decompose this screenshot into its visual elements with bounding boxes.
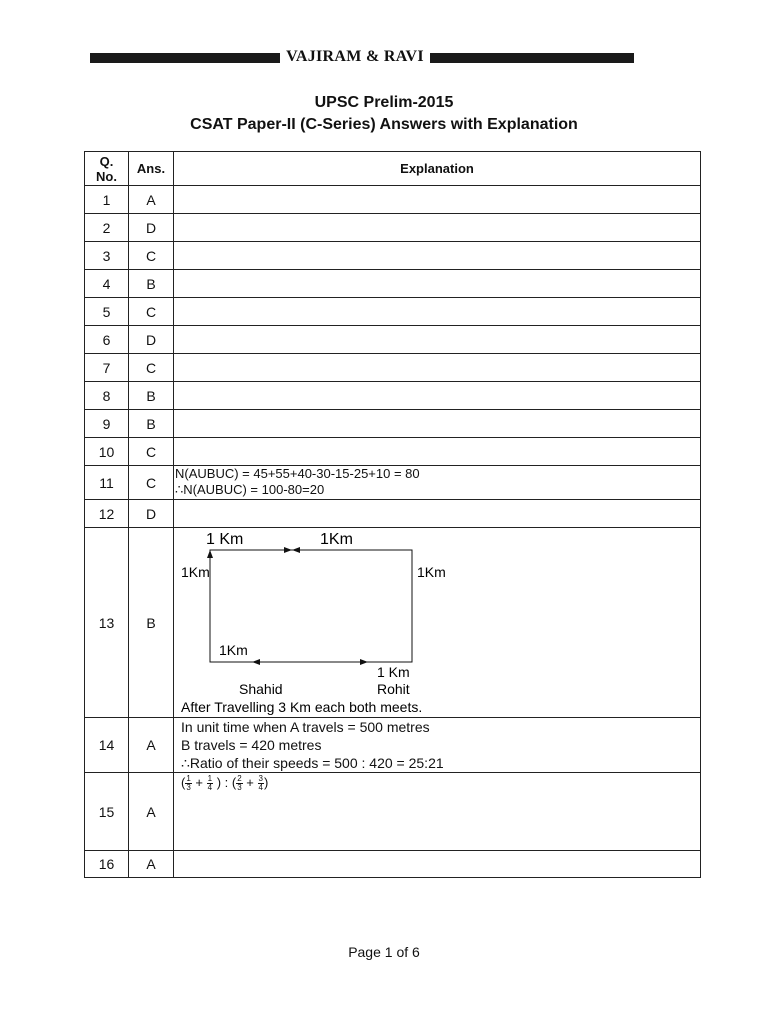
label-right: 1Km	[417, 564, 446, 580]
denominator: 3	[237, 783, 242, 793]
table-row	[85, 354, 701, 382]
page-subtitle: CSAT Paper-II (C-Series) Answers with Explanation	[190, 116, 578, 133]
denominator: 3	[186, 783, 191, 793]
numerator: 3	[258, 774, 263, 784]
explanation-cell	[174, 718, 701, 773]
answer: B	[129, 410, 174, 438]
denominator: 4	[207, 783, 213, 793]
table-row	[85, 270, 701, 298]
table-row	[85, 186, 701, 214]
header-qno	[85, 152, 129, 186]
table-row	[85, 851, 701, 878]
explanation-cell	[174, 214, 701, 242]
table-row	[85, 718, 701, 773]
answer: A	[129, 718, 174, 773]
answer: B	[129, 382, 174, 410]
paren: )	[263, 775, 269, 790]
fraction-expression	[174, 773, 700, 792]
explanation-cell	[174, 242, 701, 270]
arrow-right-icon	[360, 659, 368, 665]
explanation-cell	[174, 851, 701, 878]
q-number: 15	[85, 773, 129, 851]
header-qno-line2: No.	[96, 168, 117, 184]
table-row	[85, 500, 701, 528]
q-number: 6	[85, 326, 129, 354]
label-bottom-inside: 1Km	[219, 642, 248, 658]
q-number: 10	[85, 438, 129, 466]
explanation-line: N(AUBUC) = 45+55+40-30-15-25+10 = 80	[175, 466, 420, 481]
explanation-cell	[174, 354, 701, 382]
answer: A	[129, 851, 174, 878]
q-number: 11	[85, 466, 129, 500]
fraction	[207, 775, 213, 792]
header-qno-line1: Q.	[99, 153, 114, 169]
brand-header	[90, 49, 634, 65]
q-number: 14	[85, 718, 129, 773]
q-number: 7	[85, 354, 129, 382]
explanation-cell	[174, 382, 701, 410]
answer: B	[129, 270, 174, 298]
page-title: UPSC Prelim-2015	[314, 94, 454, 111]
explanation-cell	[174, 186, 701, 214]
q-number: 9	[85, 410, 129, 438]
q-number: 1	[85, 186, 129, 214]
explanation-cell	[174, 528, 701, 718]
ratio-separator: ) : (	[216, 775, 237, 790]
header-explanation: Explanation	[174, 152, 701, 186]
answer: A	[129, 773, 174, 851]
brand-bar-right	[430, 53, 634, 63]
track-diagram	[174, 528, 700, 716]
numerator: 2	[237, 774, 242, 784]
answer: D	[129, 500, 174, 528]
explanation-line: B travels = 420 metres	[181, 737, 322, 753]
plus-sign: +	[246, 775, 254, 790]
q-number: 12	[85, 500, 129, 528]
explanation-line: ∴Ratio of their speeds = 500 : 420 = 25:21	[181, 755, 444, 771]
table-row	[85, 466, 701, 500]
answer: A	[129, 186, 174, 214]
q-number: 3	[85, 242, 129, 270]
arrow-right-icon	[284, 547, 292, 553]
label-top-left: 1 Km	[206, 531, 244, 548]
table-row	[85, 438, 701, 466]
plus-sign: +	[195, 775, 204, 790]
header-ans: Ans.	[129, 152, 174, 186]
table-row	[85, 326, 701, 354]
table-row	[85, 214, 701, 242]
arrow-left-icon	[292, 547, 300, 553]
answer: C	[129, 242, 174, 270]
q-number: 16	[85, 851, 129, 878]
denominator: 4	[258, 783, 263, 793]
table-header-row	[85, 152, 701, 186]
label-bottom-right: 1 Km	[377, 664, 410, 680]
arrow-left-icon	[252, 659, 260, 665]
explanation-cell	[174, 773, 701, 851]
fraction	[236, 775, 242, 792]
label-shahid: Shahid	[239, 681, 283, 697]
answer: C	[129, 298, 174, 326]
numerator: 1	[207, 774, 213, 784]
label-left: 1Km	[181, 564, 210, 580]
q-number: 4	[85, 270, 129, 298]
numerator: 1	[186, 774, 191, 784]
brand-name: VAJIRAM & RAVI	[286, 48, 424, 65]
explanation-note: After Travelling 3 Km each both meets.	[181, 699, 423, 715]
brand-bar-left	[90, 53, 280, 63]
explanation-line: In unit time when A travels = 500 metres	[181, 719, 430, 735]
answer: C	[129, 438, 174, 466]
q-number: 5	[85, 298, 129, 326]
label-rohit: Rohit	[377, 681, 410, 697]
explanation-cell	[174, 326, 701, 354]
table-row	[85, 382, 701, 410]
label-top-right: 1Km	[320, 531, 353, 548]
explanation-cell	[174, 438, 701, 466]
page-number: Page 1 of 6	[348, 944, 420, 960]
explanation-cell	[174, 466, 701, 500]
explanation-line: ∴N(AUBUC) = 100-80=20	[175, 482, 325, 497]
q-number: 2	[85, 214, 129, 242]
explanation-cell	[174, 270, 701, 298]
explanation-cell	[174, 410, 701, 438]
table-row	[85, 773, 701, 851]
fraction	[185, 775, 191, 792]
q-number: 8	[85, 382, 129, 410]
arrow-up-icon	[207, 550, 213, 558]
answer: D	[129, 214, 174, 242]
answer: D	[129, 326, 174, 354]
paren: (	[181, 775, 186, 790]
answers-table	[84, 151, 701, 878]
table-row	[85, 528, 701, 718]
answer: C	[129, 354, 174, 382]
answer: B	[129, 528, 174, 718]
answer: C	[129, 466, 174, 500]
explanation-cell	[174, 500, 701, 528]
table-row	[85, 410, 701, 438]
q-number: 13	[85, 528, 129, 718]
table-row	[85, 242, 701, 270]
table-row	[85, 298, 701, 326]
explanation-cell	[174, 298, 701, 326]
